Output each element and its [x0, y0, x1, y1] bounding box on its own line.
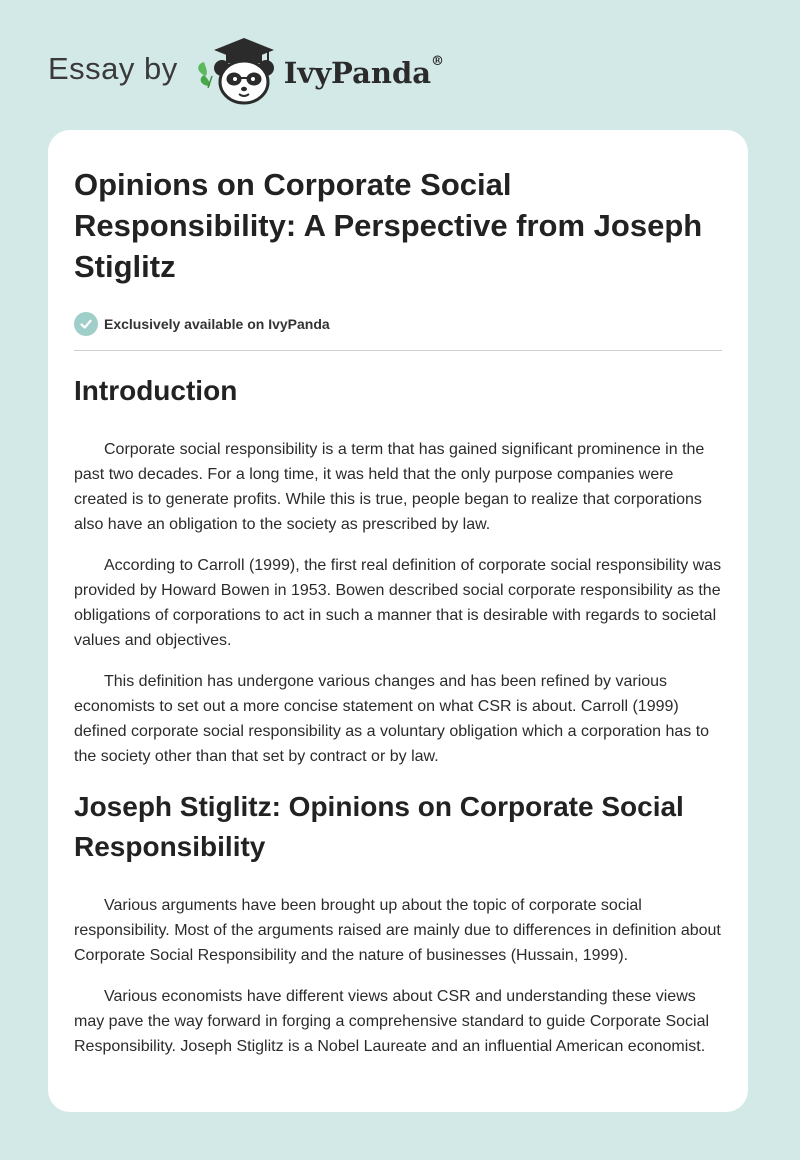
check-circle-icon: [74, 312, 98, 336]
essay-card: [48, 130, 748, 1112]
site-header: [48, 36, 444, 106]
paragraph: Various arguments have been brought up about the topic of corporate social responsibility. Most of the arguments raised are mainly due to differences in definition about Corporate Social Responsibility and the nature of businesses (Hussain, 1999).: [74, 897, 721, 964]
essay-by-label: Essay by: [48, 51, 178, 86]
registered-mark: ®: [431, 54, 445, 69]
badge-label: Exclusively available on IvyPanda: [104, 316, 330, 332]
paragraph: Corporate social responsibility is a term that has gained significant prominence in the past two decades. For a long time, it was held that the only purpose companies were created is to generate profits. While this is true, people began to realize that corporations also have an obligation to the society as prescribed by law.: [74, 441, 705, 533]
panda-graduate-icon[interactable]: [192, 36, 278, 106]
section-heading: Joseph Stiglitz: Opinions on Corporate Social Responsibility: [74, 791, 684, 862]
paragraph: According to Carroll (1999), the first real definition of corporate social responsibility was provided by Howard Bowen in 1953. Bowen described social corporate responsibility as the obligations of corporations to act in such a manner that is desirable with regards to societal values and objectives.: [74, 557, 722, 649]
paragraph: Various economists have different views about CSR and understanding these views may pave the way forward in forging a comprehensive standard to guide Corporate Social Responsibility. Joseph Stiglitz is a Nobel Laureate and an influential American economist.: [74, 988, 710, 1055]
divider: [74, 350, 722, 351]
exclusive-badge: [74, 311, 722, 337]
paragraph: This definition has undergone various changes and has been refined by various economists to set out a more concise statement on what CSR is about. Carroll (1999) defined corporate social responsibility as a voluntary obligation which a corporation has to the society other than that set by contract or by law.: [74, 673, 710, 765]
brand-text: IvyPanda: [283, 56, 432, 90]
brand-name[interactable]: [284, 56, 444, 90]
section-heading: Introduction: [74, 375, 238, 406]
essay-title: Opinions on Corporate Social Responsibility: A Perspective from Joseph Stiglitz: [74, 167, 703, 284]
